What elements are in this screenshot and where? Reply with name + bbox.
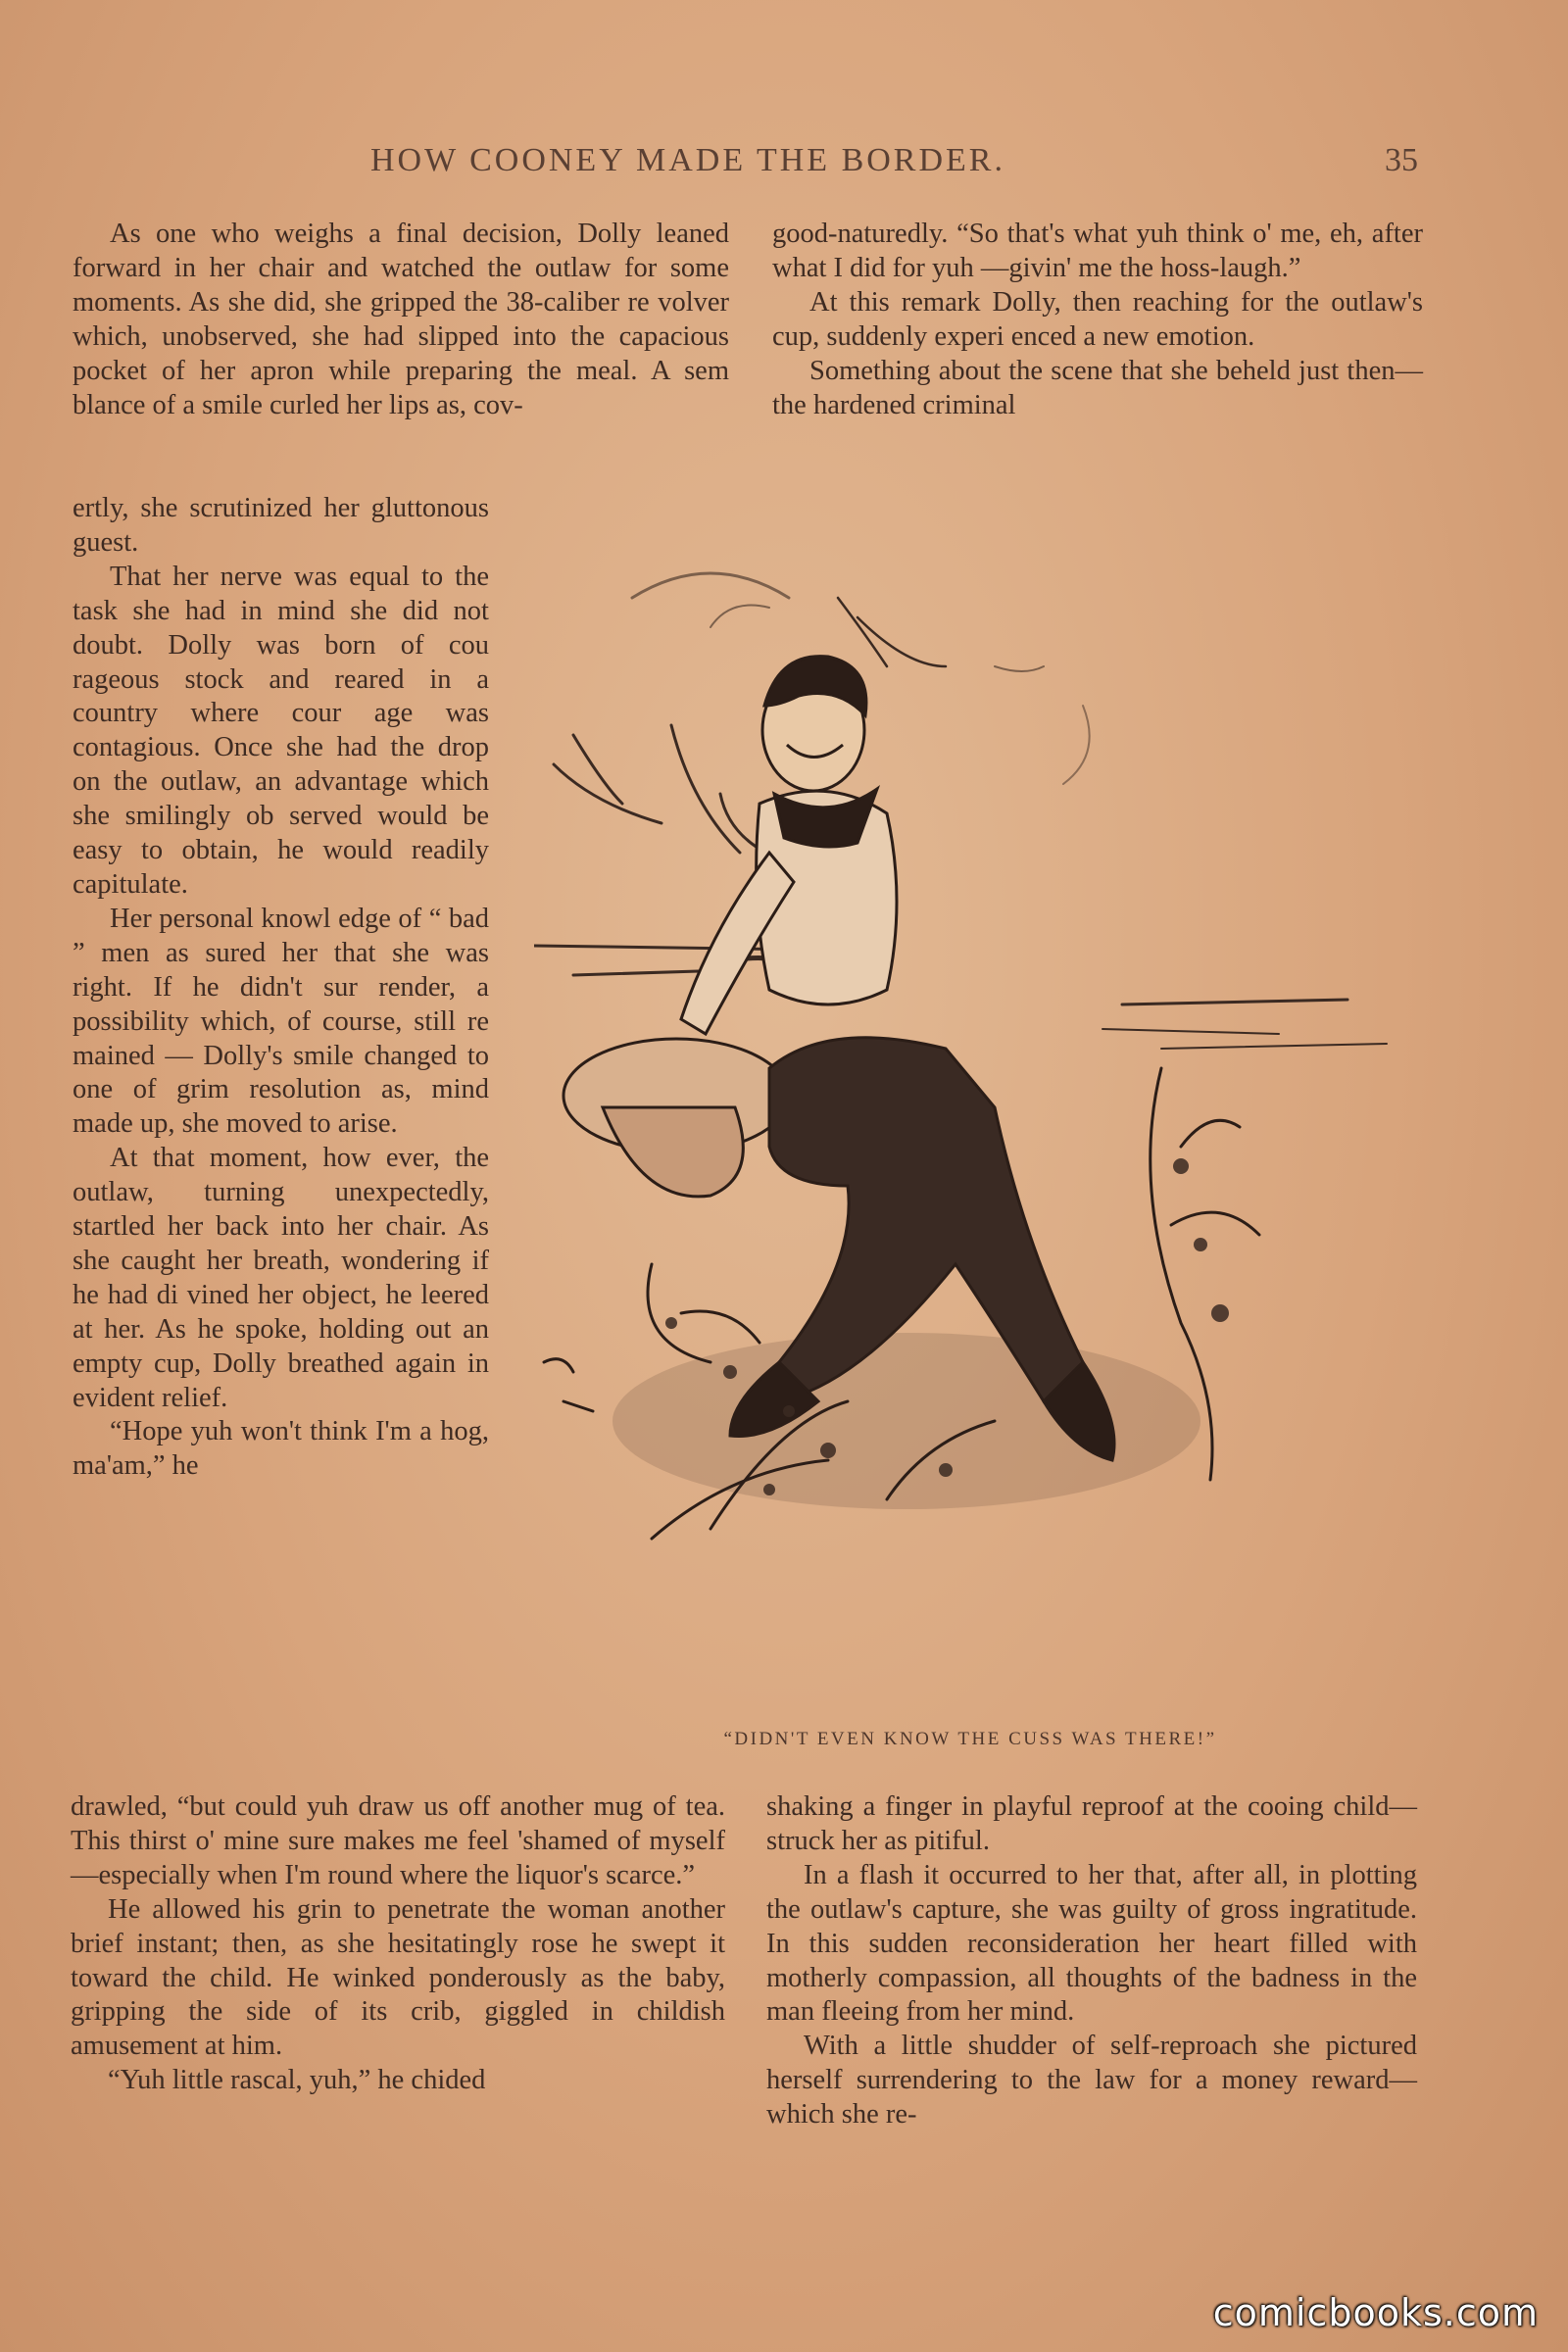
paragraph: [766, 2030, 1417, 2132]
text-line: Something about the scene that she: [809, 355, 1216, 386]
text-line: Dolly was born of cou: [168, 629, 489, 661]
text-line: back into her chair. As: [216, 1211, 489, 1243]
text-line: slipped into the capacious pocket of her: [73, 320, 730, 386]
text-line: up, she moved to arise.: [139, 1108, 398, 1140]
text-line: giggled in childish amusement at him.: [71, 1996, 725, 2062]
paragraph: [766, 1790, 1417, 1859]
text-line: obtain, he would readily: [181, 835, 490, 866]
text-line: As she did, she gripped the 38-caliber re: [188, 286, 650, 318]
outlaw-illustration: [534, 559, 1396, 1646]
text-line: resolution as, mind made: [73, 1074, 489, 1140]
text-line: cooing child—struck her as pitiful.: [766, 1791, 1417, 1856]
text-line: render, a possibility: [73, 971, 490, 1037]
site-watermark: comicbooks.com: [1212, 2291, 1539, 2334]
text-line: age was contagious.: [73, 698, 490, 763]
left-column-top: [73, 218, 729, 422]
text-line: gluttonous guest.: [73, 493, 489, 558]
running-title: HOW COONEY MADE THE BORDER.: [370, 142, 1005, 178]
text-line: for the outlaw's cup, suddenly experi: [772, 286, 1424, 352]
right-column-bottom: [766, 1790, 1417, 2132]
text-line: Her personal knowl: [110, 903, 331, 934]
paragraph: [73, 218, 729, 422]
text-line: edge of “ bad ” men as: [73, 903, 490, 968]
text-line: vined her object, he leered: [186, 1279, 489, 1310]
text-line: she pictured herself surrendering to the: [766, 2031, 1417, 2096]
text-line: He allowed his grin to penetrate the: [108, 1893, 548, 1925]
paragraph: [73, 1415, 489, 1484]
text-line: in mind she did not doubt.: [73, 595, 489, 661]
text-line: That her nerve was: [110, 561, 350, 592]
text-line: another mug of tea. This thirst o' mine: [71, 1791, 725, 1856]
left-column-narrow: [73, 492, 489, 1484]
text-line: In a flash it occurred to her that, after: [804, 1859, 1254, 1890]
paragraph: [772, 218, 1423, 286]
text-line: the child. He winked ponderously as: [162, 1962, 618, 1993]
text-line: I'm a hog, ma'am,” he: [73, 1416, 489, 1482]
text-line: ertly, she scrutinized her: [73, 493, 371, 523]
text-line: was guilty of gross ingratitude. In this: [766, 1893, 1417, 1959]
text-line: which she smilingly ob: [73, 766, 490, 832]
text-line: At this remark Dolly, then reaching: [809, 286, 1242, 318]
text-line: Dolly leaned forward in her chair and: [73, 219, 729, 283]
text-line: With a little shudder of self-reproach: [804, 2031, 1273, 2062]
text-line: beheld just then—the hardened criminal: [772, 355, 1423, 420]
text-line: liquor's scarce.”: [515, 1859, 696, 1890]
text-line: As one who weighs a final decision,: [110, 219, 578, 249]
paragraph: [772, 286, 1423, 355]
text-line: At that moment, how: [110, 1143, 371, 1174]
text-line: “Yuh little rascal, yuh,” he chided: [108, 2065, 486, 2096]
paragraph: [71, 1893, 725, 2065]
text-line: —especially when I'm round where the: [71, 1859, 516, 1890]
text-line: the baby, gripping the side of its crib,: [71, 1962, 726, 2028]
text-line: mained — Dolly's smile: [73, 1040, 365, 1071]
text-line: with motherly compassion, all thoughts: [766, 1928, 1417, 1993]
right-column-top: [772, 218, 1423, 422]
text-line: her mind.: [966, 1996, 1075, 2028]
left-column-bottom: [71, 1790, 725, 2098]
text-line: sured her that she was: [205, 937, 490, 968]
text-line: good-naturedly. “So that's what yuh: [772, 219, 1187, 249]
text-line: —givin' me the hoss-laugh.”: [980, 252, 1301, 283]
text-line: in a country where cour: [73, 663, 489, 729]
text-line: of the badness in the man fleeing from: [766, 1962, 1417, 2028]
text-line: holding out an empty cup,: [73, 1313, 489, 1379]
text-line: equal to the task she had: [73, 561, 489, 626]
paragraph: [73, 492, 489, 561]
text-line: changed to one of grim: [73, 1040, 489, 1105]
text-line: all, in plotting the outlaw's capture, she: [766, 1859, 1417, 1925]
text-line: volver which, unobserved, she had: [73, 286, 730, 352]
text-line: sure makes me feel 'shamed of myself: [288, 1825, 725, 1856]
text-line: “Hope yuh won't think: [110, 1416, 376, 1447]
paragraph: [71, 1790, 725, 1893]
paragraph: [772, 355, 1423, 423]
text-line: capitulate.: [73, 868, 188, 900]
text-line: at her. As he spoke,: [73, 1313, 319, 1345]
text-line: rageous stock and reared: [73, 663, 430, 695]
paragraph: [73, 561, 489, 903]
paragraph: [766, 1859, 1417, 2031]
text-line: blance of a smile curled her lips as, cov-: [73, 389, 523, 420]
text-line: law for a money reward—which she re-: [766, 2065, 1417, 2131]
text-line: woman another brief instant; then, as: [71, 1893, 725, 1959]
text-line: which, of course, still re: [200, 1005, 489, 1037]
text-line: right. If he didn't sur: [73, 971, 358, 1003]
text-line: evident relief.: [73, 1382, 228, 1413]
text-line: sudden reconsideration her heart filled: [868, 1928, 1368, 1959]
text-line: she hesitatingly rose he swept it toward: [71, 1928, 725, 1993]
text-line: think o' me, eh, after what I did for yuh: [772, 219, 1423, 283]
text-line: the outlaw, an advantage: [113, 766, 421, 798]
text-line: unexpectedly, startled her: [73, 1177, 489, 1243]
text-line: Once she had the drop on: [73, 732, 489, 798]
text-line: enced a new emotion.: [1010, 320, 1255, 352]
text-line: shaking a finger in playful reproof at the: [766, 1791, 1248, 1822]
running-head: [0, 142, 1568, 185]
text-line: drawled, “but could yuh draw us off: [71, 1791, 501, 1822]
text-line: Dolly breathed again in: [212, 1348, 489, 1379]
text-line: watched the outlaw for some moments.: [73, 252, 729, 318]
text-line: ever, the outlaw, turning: [73, 1143, 490, 1208]
paragraph: [71, 2064, 725, 2098]
illustration-caption: “DIDN'T EVEN KNOW THE CUSS WAS THERE!”: [723, 1729, 1217, 1749]
paragraph: [73, 1142, 489, 1415]
page-number: 35: [1385, 142, 1418, 178]
text-line: wondering if he had di: [73, 1245, 489, 1310]
text-line: she caught her breath,: [73, 1245, 342, 1276]
text-line: apron while preparing the meal. A sem: [250, 355, 729, 386]
paragraph: [73, 903, 489, 1142]
text-line: served would be easy to: [73, 801, 489, 866]
